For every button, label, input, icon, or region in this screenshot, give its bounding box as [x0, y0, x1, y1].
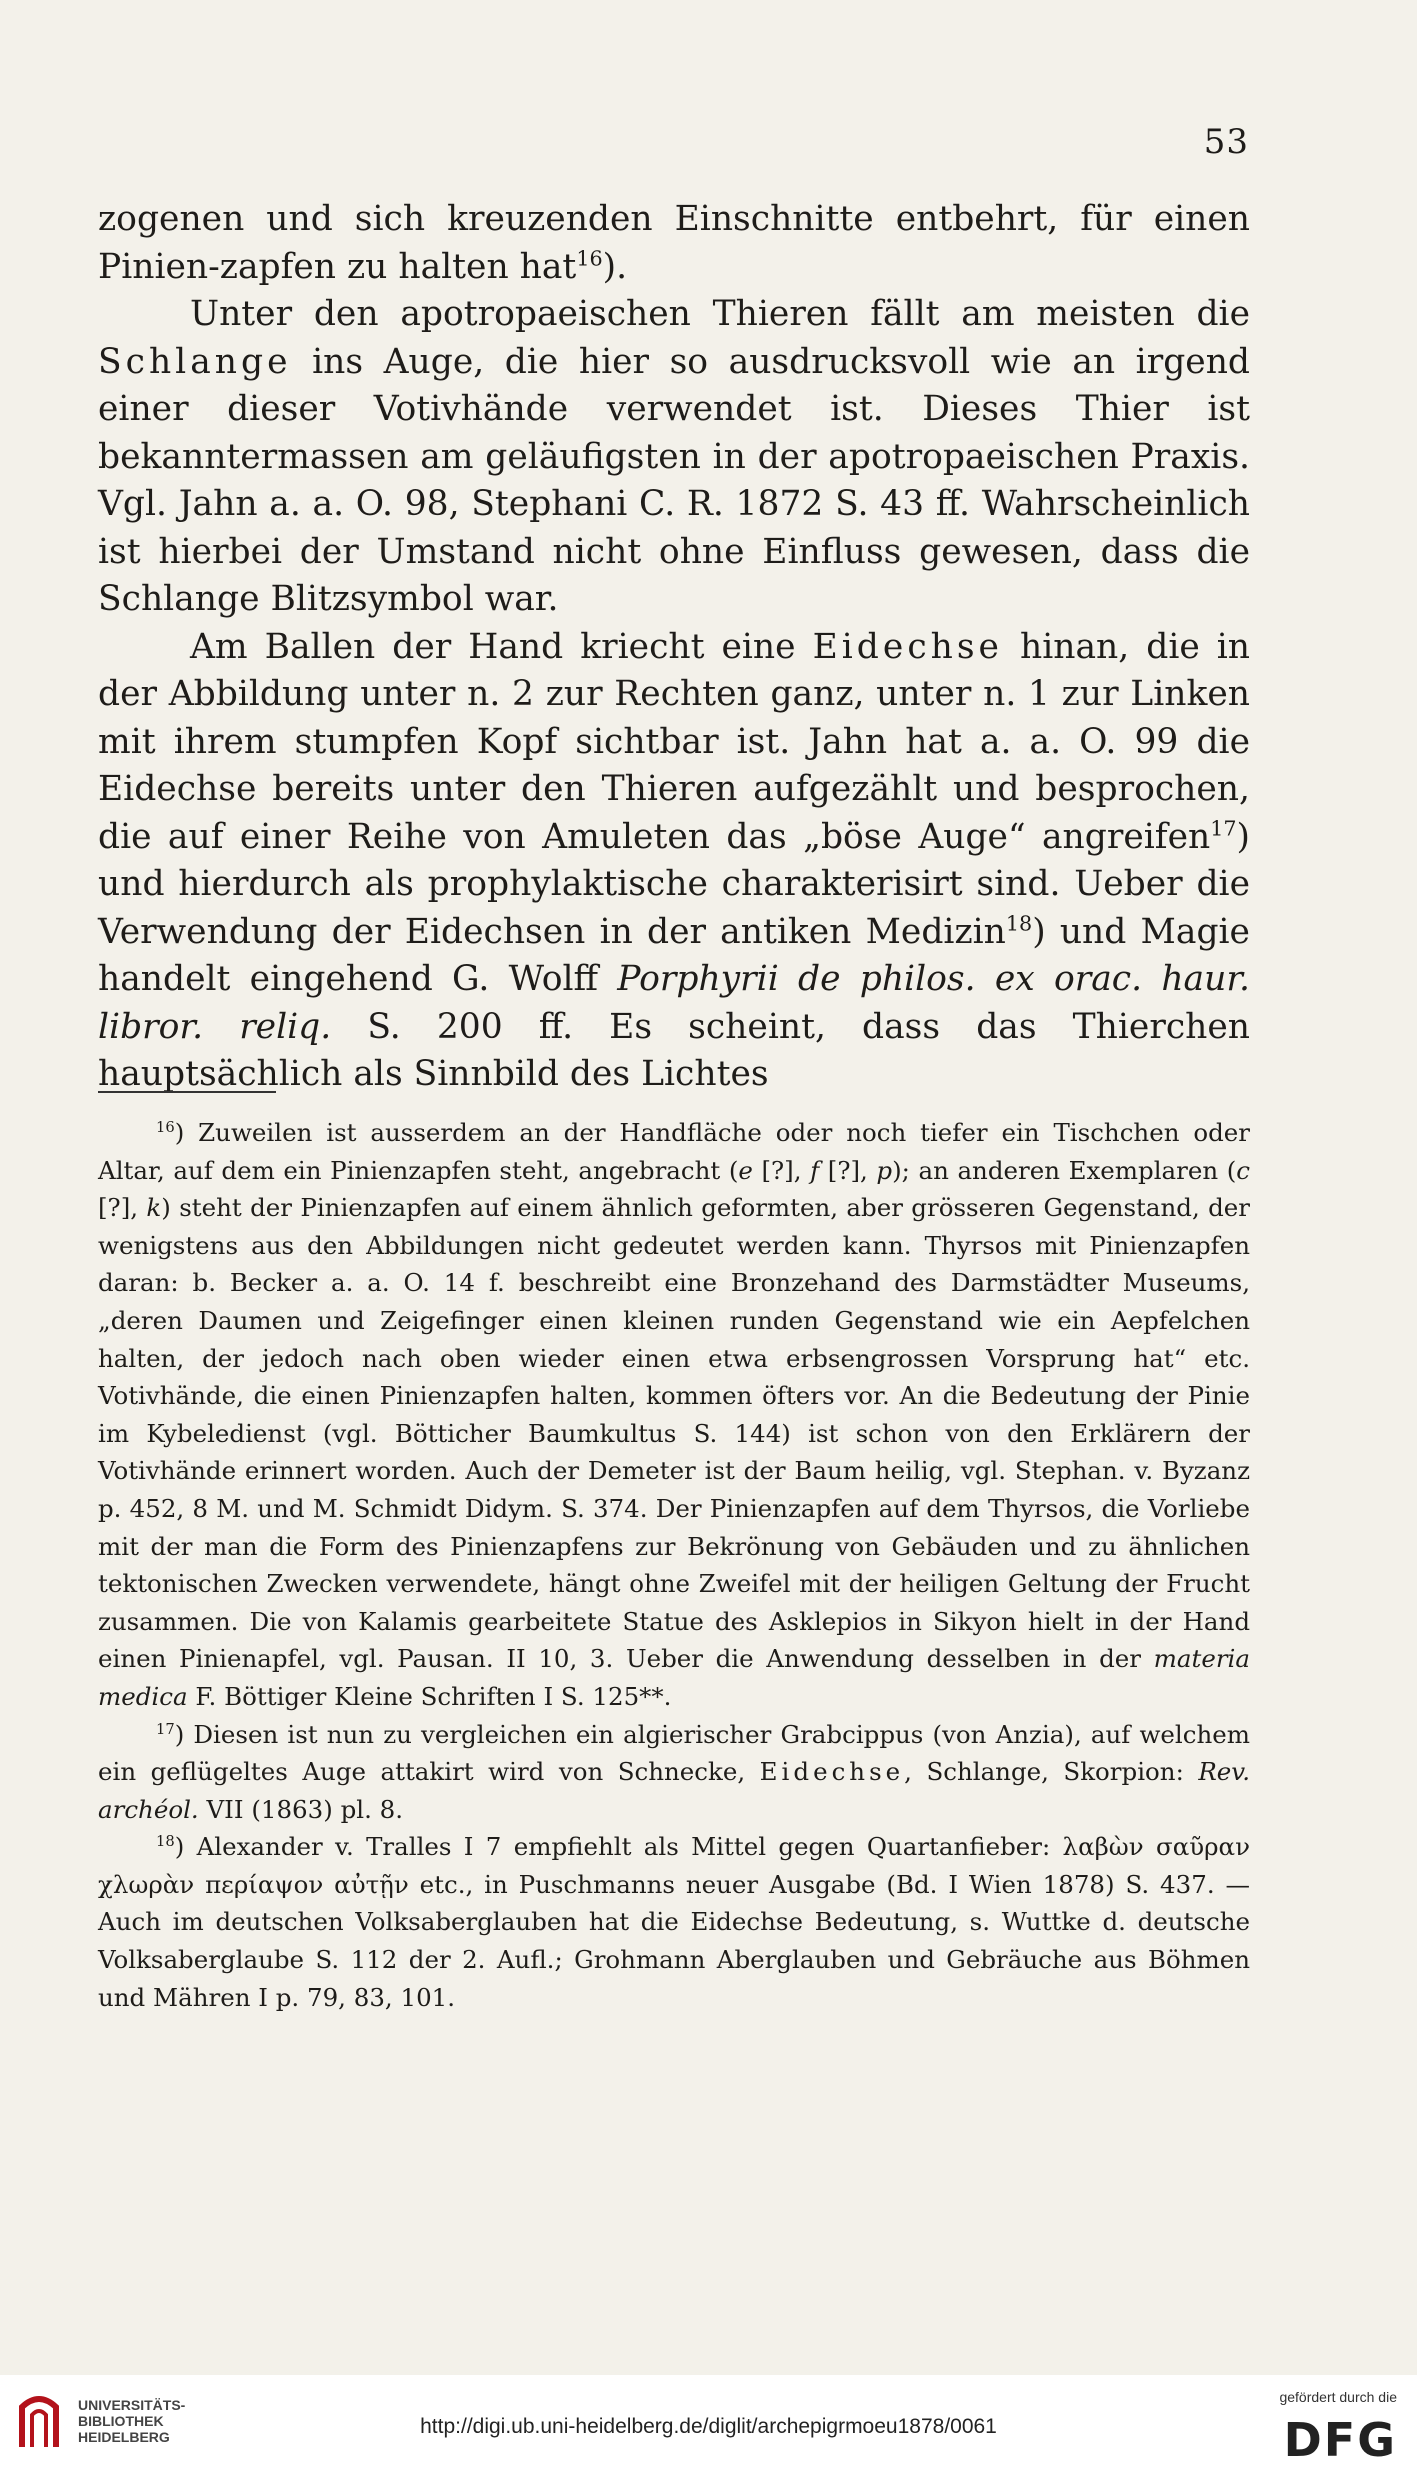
spaced-term: Schlange [98, 341, 292, 382]
footnote-separator [98, 1091, 276, 1093]
footnote-ref-18[interactable]: 18 [1005, 911, 1033, 935]
spaced-term: Eidechse [812, 626, 1003, 667]
italic-title: Porphyrii de philos. ex orac. haur. libror. reliq. [98, 959, 1250, 1047]
footnote-ref-17[interactable]: 17 [1210, 816, 1237, 840]
library-name: UNIVERSITÄTS- BIBLIOTHEK HEIDELBERG [78, 2397, 186, 2445]
footnote-17: $^{17}$) Diesen ist nun zu vergleichen ein algierischer Grabcippus (von Anzia), auf welchem ein geflügeltes Auge attakirt wird von Schnecke, Eidechse, Schlange, Skorpion: Rev. archéol. VII (1863) pl. 8. [98, 1719, 1251, 1824]
dfg-logo[interactable]: DFG [1283, 2413, 1397, 2467]
page-number: 53 [1203, 122, 1249, 162]
main-text [98, 196, 1250, 1099]
footnotes [98, 1114, 1250, 2016]
digitization-footer [0, 2375, 1417, 2474]
permalink-url[interactable]: http://digi.ub.uni-heidelberg.de/diglit/archepigrmoeu1878/0061 [420, 2415, 997, 2438]
paragraph-1: zogenen und sich kreuzenden Einschnitte entbehrt, für einen Pinien-zapfen zu halten hat$^{16}$). [98, 199, 1250, 287]
footnote-ref-16[interactable]: 16 [576, 246, 603, 270]
footnote-16: $^{16}$) Zuweilen ist ausserdem an der Handfläche oder noch tiefer ein Tischchen oder Altar, auf dem ein Pinienzapfen steht, angebracht (e [?], f [?], p); an anderen Exemplaren (c [?], k) steht der Pinienzapfen auf einem ähnlich geformten, aber grösseren Gegenstand, der wenigstens aus den Abbildungen nicht gedeutet werden kann. Thyrsos mit Pinienzapfen daran: b. Becker a. a. O. 14 f. beschreibt eine Bronzehand des Darmstädter Museums, „deren Daumen und Zeigefinger einen kleinen runden Gegenstand wie ein Aepfelchen halten, der jedoch nach oben wieder einen etwa erbsengrossen Vorsprung hat“ etc. Votivhände, die einen Pinienzapfen halten, kommen öfters vor. An die Bedeutung der Pinie im Kybeledienst (vgl. Bötticher Baumkultus S. 144) ist schon von den Erklärern der Votivhände erinnert worden. Auch der Demeter ist der Baum heilig, vgl. Stephan. v. Byzanz p. 452, 8 M. und M. Schmidt Didym. S. 374. Der Pinienzapfen auf dem Thyrsos, die Vorliebe mit der man die Form des Pinienzapfens zur Bekrönung von Gebäuden und zu ähnlichen tektonischen Zwecken verwendete, hängt ohne Zweifel mit der heiligen Geltung der Frucht zusammen. Die von Kalamis gearbeitete Statue des Asklepios in Sikyon hielt in der Hand einen Pinienapfel, vgl. Pausan. II 10, 3. Ueber die Anwendung desselben in der materia medica F. Böttiger Kleine Schriften I S. 125**. [98, 1118, 1251, 1711]
footnote-18: $^{18}$) Alexander v. Tralles I 7 empfiehlt als Mittel gegen Quartanfieber: λαβὼν σαῦραν χλωρὰν περίαψον αὐτῇν etc., in Puschmanns neuer Ausgabe (Bd. I Wien 1878) S. 437. — Auch im deutschen Volksaberglauben hat die Eidechse Bedeutung, s. Wuttke d. deutsche Volksaberglaube S. 112 der 2. Aufl.; Grohmann Aberglauben und Gebräuche aus Böhmen und Mähren I p. 79, 83, 101. [98, 1832, 1250, 2012]
paragraph-3: Am Ballen der Hand kriecht eine Eidechse hinan, die in der Abbildung unter n. 2 zur Rechten ganz, unter n. 1 zur Linken mit ihrem stumpfen Kopf sichtbar ist. Jahn hat a. a. O. 99 die Eidechse bereits unter den Thieren aufgezählt und besprochen, die auf einer Reihe von Amuleten das „böse Auge“ angreifen$^{17}$) und hierdurch als prophylaktische charakterisirt sind. Ueber die Verwendung der Eidechsen in der antiken Medizin$^{18}$) und Magie handelt eingehend G. Wolff Porphyrii de philos. ex orac. haur. libror. reliq. S. 200 ff. Es scheint, dass das Thierchen hauptsächlich als Sinnbild des Lichtes [98, 626, 1251, 1094]
sponsor-text: gefördert durch die [1279, 2389, 1397, 2405]
paragraph-2: Unter den apotropaeischen Thieren fällt am meisten die Schlange ins Auge, die hier so ausdrucksvoll wie an irgend einer dieser Votivhände verwendet ist. Dieses Thier ist bekanntermassen am geläufigsten in der apotropaeischen Praxis. Vgl. Jahn a. a. O. 98, Stephani C. R. 1872 S. 43 ff. Wahrscheinlich ist hierbei der Umstand nicht ohne Einfluss gewesen, dass die Schlange Blitzsymbol war. [98, 294, 1251, 619]
